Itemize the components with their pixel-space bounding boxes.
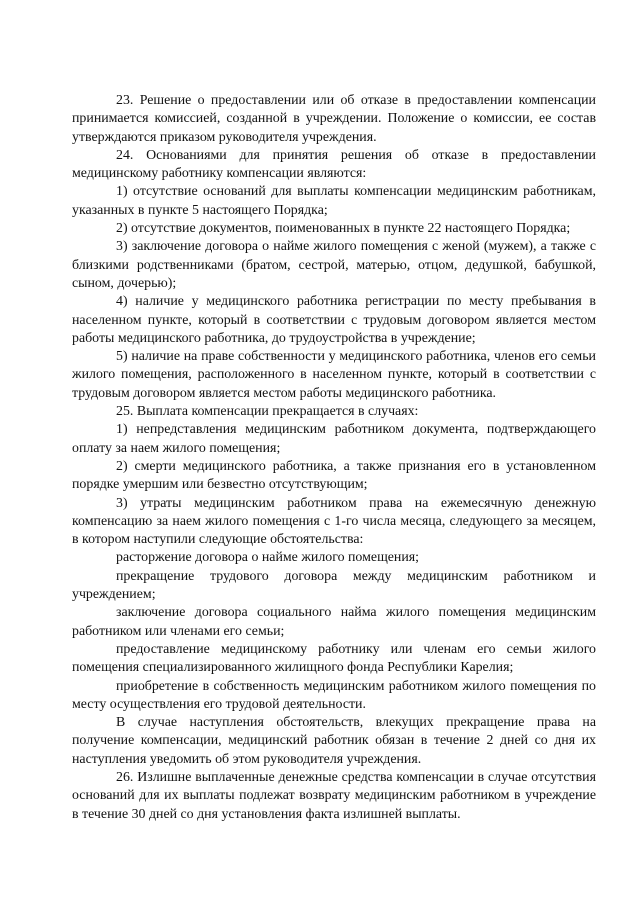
paragraph-24-item-5: 5) наличие на праве собственности у медицинского работника, членов его семьи жилого помещения, расположенного в населенном пункте, который в соответствии с трудовым договором является местом работы медицинского работника. <box>72 349 596 401</box>
paragraph-24: 24. Основаниями для принятия решения об отказе в предоставлении медицинскому работнику компенсации являются: <box>72 147 596 182</box>
paragraph-24-item-4: 4) наличие у медицинского работника регистрации по месту пребывания в населенном пункте, который в соответствии с трудовым договором является местом работы медицинского работника, до трудоустройства в учреждение; <box>72 294 596 346</box>
paragraph-25: 25. Выплата компенсации прекращается в случаях: <box>116 404 419 420</box>
paragraph-25-notice: В случае наступления обстоятельств, влекущих прекращение права на получение компенсации, медицинский работник обязан в течение 2 дней со дня их наступления уведомить об этом руководителя учреждения. <box>72 715 596 767</box>
paragraph-25-subitem-e: приобретение в собственность медицинским работником жилого помещения по месту осуществления его трудовой деятельности. <box>72 678 596 712</box>
paragraph-25-item-3: 3) утраты медицинским работником права на ежемесячную денежную компенсацию за наем жилого помещения с 1-го числа месяца, следующего за месяцем, в котором наступили следующие обстоятельства: <box>72 495 596 548</box>
paragraph-24-item-1: 1) отсутствие оснований для выплаты компенсации медицинским работникам, указанных в пункте 5 настоящего Порядка; <box>72 184 596 218</box>
paragraph-25-subitem-b: прекращение трудового договора между медицинским работником и учреждением; <box>72 568 596 603</box>
paragraph-25-subitem-a: расторжение договора о найме жилого помещения; <box>116 550 420 566</box>
paragraph-24-item-2: 2) отсутствие документов, поименованных в пункте 22 настоящего Порядка; <box>116 221 571 237</box>
paragraph-25-item-1: 1) непредставления медицинским работником документа, подтверждающего оплату за наем жилого помещения; <box>72 422 596 456</box>
paragraph-25-item-2: 2) смерти медицинского работника, а также признания его в установленном порядке умершим или безвестно отсутствующим; <box>72 458 596 493</box>
paragraph-25-subitem-d: предоставление медицинскому работнику или членам его семьи жилого помещения специализированного жилищного фонда Республики Карелия; <box>72 641 596 676</box>
document-page <box>72 92 596 824</box>
paragraph-26: 26. Излишне выплаченные денежные средства компенсации в случае отсутствия оснований для их выплаты подлежат возврату медицинским работником в учреждение в течение 30 дней со дня установления факта излишней выплаты. <box>72 769 596 822</box>
paragraph-24-item-3: 3) заключение договора о найме жилого помещения с женой (мужем), а также с близкими родственниками (братом, сестрой, матерью, отцом, дедушкой, бабушкой, сыном, дочерью); <box>72 239 596 291</box>
paragraph-25-subitem-c: заключение договора социального найма жилого помещения медицинским работником или членами его семьи; <box>72 605 596 639</box>
paragraph-23: 23. Решение о предоставлении или об отказе в предоставлении компенсации принимается комиссией, созданной в учреждении. Положение о комиссии, ее состав утверждаются приказом руководителя учреждения. <box>72 93 596 145</box>
